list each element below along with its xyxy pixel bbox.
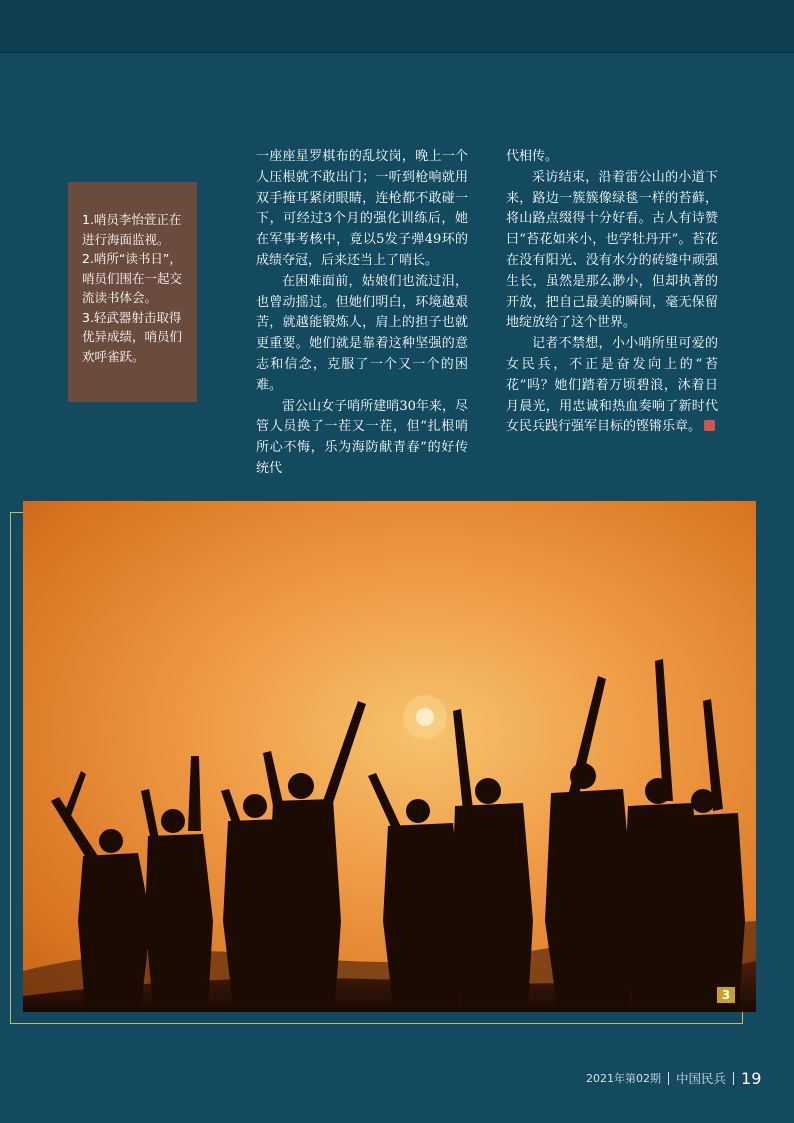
issue-label: 2021年第02期 (586, 1072, 661, 1085)
caption-2: 2.哨所“读书日”，哨员们围在一起交流读书体会。 (82, 251, 183, 305)
paragraph (506, 334, 718, 438)
sunset-silhouette-photo (23, 501, 756, 1012)
end-of-article-icon (704, 420, 715, 431)
caption-1: 1.哨员李怡萱正在进行海面监视。 (82, 212, 182, 247)
article-column-2 (506, 147, 718, 438)
page-footer (586, 1068, 761, 1088)
footer-divider (733, 1072, 734, 1085)
photo-number-badge: 3 (717, 987, 735, 1003)
paragraph: 采访结束，沿着雷公山的小道下来，路边一簇簇像绿毯一样的苔藓，将山路点缀得十分好看。古人有诗赞曰“苔花如米小，也学牡丹开”。苔花在没有阳光、没有水分的砖缝中顽强生长，虽然是那么渺小，但却执著的开放，把自己最美的瞬间，毫无保留地绽放给了这个世界。 (506, 169, 718, 331)
photo-illustration (23, 501, 756, 1012)
page-number: 19 (741, 1068, 762, 1088)
top-bar (0, 0, 794, 53)
caption-3: 3.轻武器射击取得优异成绩，哨员们欢呼雀跃。 (82, 309, 183, 364)
paragraph: 一座座星罗棋布的乱坟岗，晚上一个人压根就不敢出门；一听到枪响就用双手掩耳紧闭眼睛，连枪都不敢碰一下，可经过3个月的强化训练后，她在军事考核中，竟以5发子弹49环的成绩夺冠，后来还当上了哨长。 (256, 149, 468, 268)
paragraph: 在困难面前，姑娘们也流过泪，也曾动摇过。但她们明白，环境越艰苦，就越能锻炼人，肩上的担子也就更重要。她们就是靠着这种坚强的意志和信念，克服了一个又一个的困难。 (256, 273, 468, 393)
article-column-1 (256, 147, 468, 480)
paragraph-text: 记者不禁想，小小哨所里可爱的女民兵，不正是奋发向上的“苔花”吗？她们踏着万顷碧浪，沐着日月晨光，用忠诚和热血奏响了新时代女民兵践行强军目标的铿锵乐章。 (506, 336, 718, 435)
paragraph: 代相传。 (506, 149, 559, 164)
magazine-name: 中国民兵 (676, 1071, 727, 1086)
footer-divider (668, 1072, 669, 1085)
paragraph: 雷公山女子哨所建哨30年来，尽管人员换了一茬又一茬，但“扎根哨所心不悔，乐为海防献青春”的好传统代 (256, 398, 468, 476)
photo-caption-box (68, 182, 197, 402)
